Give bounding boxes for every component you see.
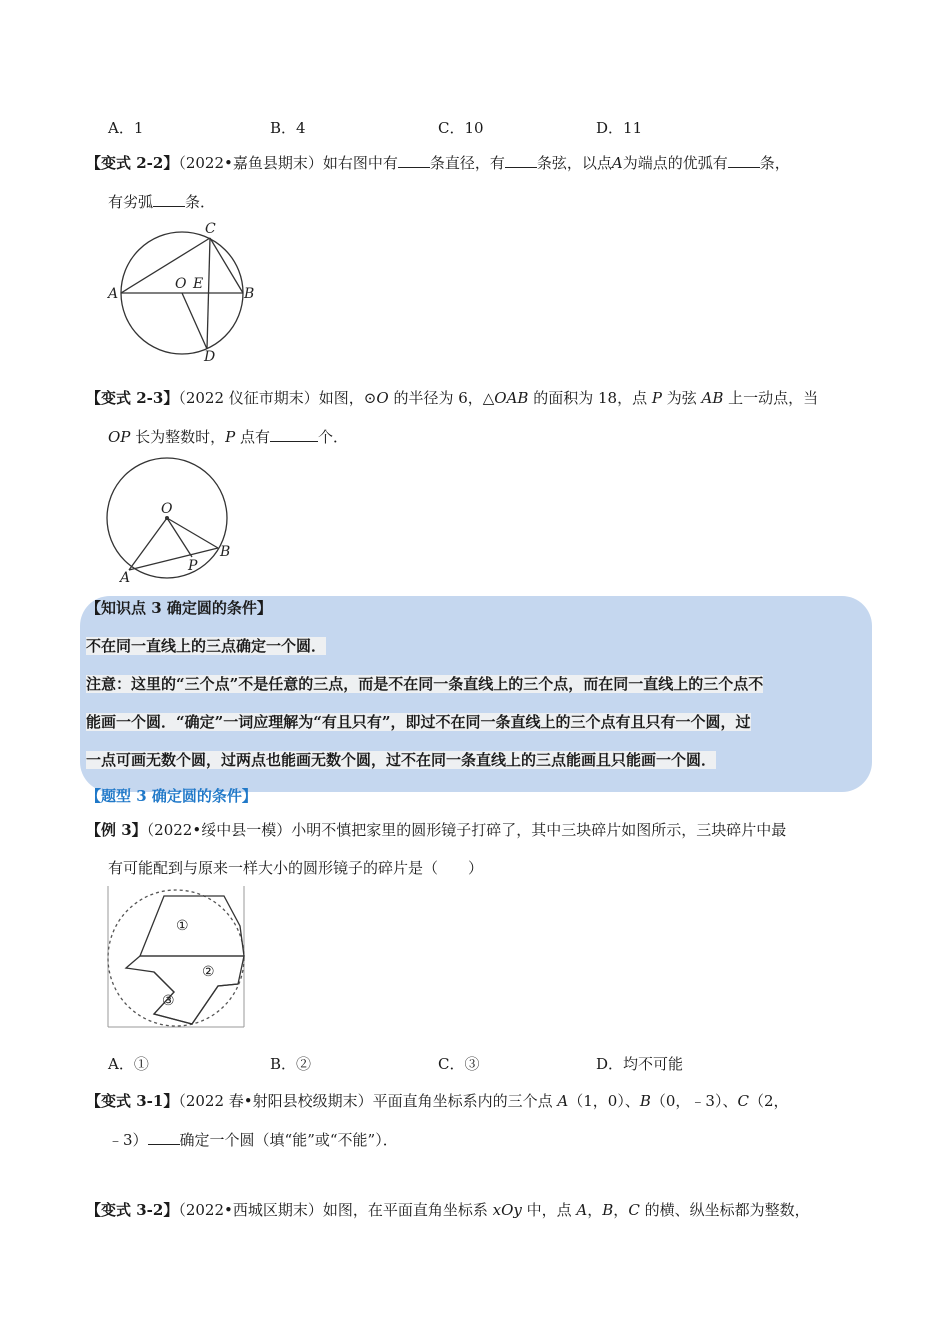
text: 为弦 (661, 389, 702, 407)
point-label: AB (701, 389, 724, 407)
text: 能画一个圆．“确定”一词应理解为“有且只有”，即过不在同一条直线上的三个点有且只有一个圆，过 (86, 713, 751, 731)
label-b: B (220, 544, 231, 560)
variant-tag: 【变式 2-3】 (86, 389, 179, 407)
text: 的面积为 18，点 (528, 389, 652, 407)
text: 中，点 (521, 1201, 577, 1219)
text: 上一动点，当 (723, 389, 819, 407)
label-b: B (244, 286, 255, 302)
text: （2022 春•射阳县校级期末）平面直角坐标系内的三个点 (178, 1092, 558, 1110)
option-d: D．11 (596, 119, 643, 137)
text: 条． (185, 193, 216, 211)
answer-blank (728, 153, 760, 168)
point-label: OAB (494, 389, 529, 407)
circle-figure-2-3 (104, 455, 244, 585)
point-label: O (376, 389, 389, 407)
fragment-2-label: ② (202, 964, 215, 980)
text: （2022•西城区期末）如图，在平面直角坐标系 (178, 1201, 493, 1219)
label-a: A (108, 286, 119, 302)
text: 个． (318, 428, 349, 446)
question-type-title: 【题型 3 确定圆的条件】 (86, 787, 257, 805)
text: 条直径，有 (429, 154, 505, 172)
point-label: P (651, 389, 662, 407)
text: 有劣弧 (108, 193, 154, 211)
variant-2-2-line2 (108, 192, 215, 212)
knowledge-line-3 (86, 712, 751, 732)
text: 确定一个圆（填“能”或“不能”）． (179, 1131, 398, 1149)
option-b: B．② (270, 1055, 312, 1073)
fragment-3-label: ③ (162, 993, 175, 1009)
text: 条， (759, 154, 790, 172)
knowledge-line-4 (86, 750, 716, 770)
point-label: OP (108, 428, 131, 446)
variant-2-2-line1 (86, 153, 790, 173)
text: 注意：这里的“三个点”不是任意的三点，而是不在同一条直线上的三个点，而在同一直线上的三个点不 (86, 675, 764, 693)
text: 不在同一直线上的三点确定一个圆． (86, 637, 327, 655)
text: （2022•绥中县一模）小明不慎把家里的圆形镜子打碎了，其中三块碎片如图所示，三块碎片中最 (146, 821, 787, 839)
point-label: B (639, 1092, 651, 1110)
variant-2-3-line1 (86, 388, 818, 408)
text: 长为整数时， (130, 428, 226, 446)
variant-2-3-line2 (108, 427, 348, 447)
answer-blank (153, 192, 185, 207)
text: ， (613, 1201, 629, 1219)
variant-3-2-line1 (86, 1200, 810, 1220)
fragment-1-label: ① (176, 918, 189, 934)
option-b: B．4 (270, 119, 306, 137)
answer-blank (270, 427, 318, 442)
text: ， (587, 1201, 603, 1219)
knowledge-title: 【知识点 3 确定圆的条件】 (86, 599, 272, 617)
text: 如图，⊙ (318, 389, 377, 407)
point-label: xOy (492, 1201, 522, 1219)
text: （0，﹣3）、 (650, 1092, 738, 1110)
text: （2， (748, 1092, 789, 1110)
point-label: A (611, 154, 623, 172)
label-c: C (205, 221, 216, 237)
variant-3-1-line2 (108, 1130, 398, 1150)
point-label: A (576, 1201, 588, 1219)
point-label: P (225, 428, 236, 446)
text: 条弦，以点 (536, 154, 612, 172)
example-3-line1 (86, 820, 786, 840)
text: 一点可画无数个圆，过两点也能画无数个圆，过不在同一条直线上的三点能画且只能画一个圆． (86, 751, 717, 769)
knowledge-line-2 (86, 674, 763, 694)
variant-3-1-line1 (86, 1091, 788, 1111)
mirror-fragments-figure (104, 886, 250, 1032)
text: 的半径为 6，△ (388, 389, 495, 407)
text: 点有 (235, 428, 271, 446)
label-p: P (188, 558, 198, 574)
example-tag: 【例 3】 (86, 821, 147, 839)
point-label: C (737, 1092, 749, 1110)
variant-tag: 【变式 3-2】 (86, 1201, 179, 1219)
answer-blank (148, 1130, 180, 1145)
label-o: O (161, 501, 173, 517)
option-c: C．③ (438, 1055, 480, 1073)
point-label: C (628, 1201, 640, 1219)
text: ﹣3） (108, 1131, 148, 1149)
text: （1，0）、 (568, 1092, 640, 1110)
circle-figure-2-2 (104, 218, 264, 362)
example-3-line2: 有可能配到与原来一样大小的圆形镜子的碎片是（ ） (108, 859, 484, 877)
option-a: A．① (108, 1055, 149, 1073)
text: 的横、纵坐标都为整数， (639, 1201, 810, 1219)
label-o: O (175, 276, 187, 292)
label-a: A (120, 570, 131, 585)
source: （2022 仪征市期末） (178, 389, 319, 407)
answer-blank (505, 153, 537, 168)
option-d: D．均不可能 (596, 1055, 684, 1073)
point-label: A (557, 1092, 569, 1110)
knowledge-line-1 (86, 636, 326, 656)
answer-blank (398, 153, 430, 168)
point-label: B (602, 1201, 614, 1219)
text: 如右图中有 (322, 154, 398, 172)
source: （2022•嘉鱼县期末） (178, 154, 323, 172)
label-d: D (204, 349, 216, 362)
variant-tag: 【变式 2-2】 (86, 154, 179, 172)
option-a: A．1 (108, 119, 144, 137)
option-c: C．10 (438, 119, 484, 137)
label-e: E (193, 276, 204, 292)
text: 为端点的优弧有 (622, 154, 728, 172)
variant-tag: 【变式 3-1】 (86, 1092, 179, 1110)
